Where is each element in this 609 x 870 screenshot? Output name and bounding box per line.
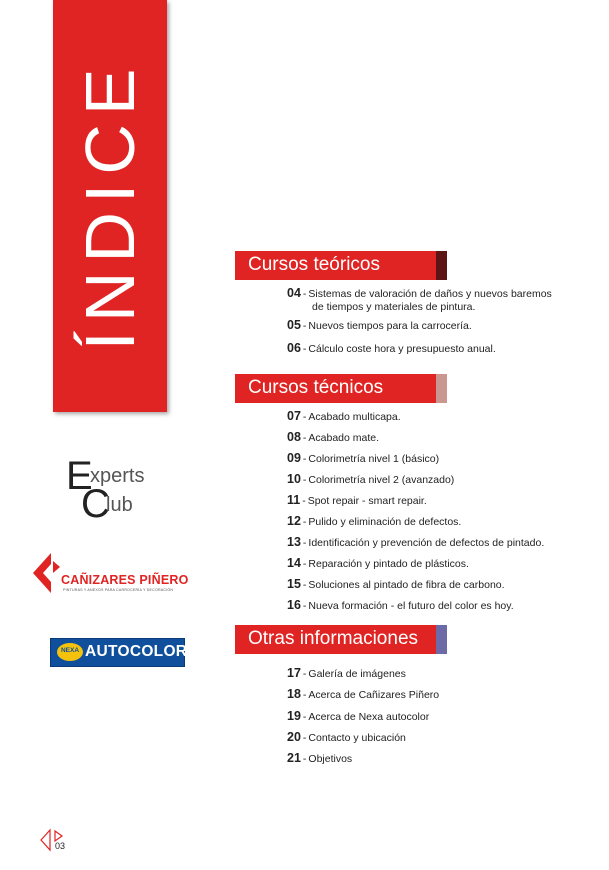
toc-item[interactable]: 07 - Acabado multicapa. <box>287 409 401 423</box>
toc-item[interactable]: 10 - Colorimetría nivel 2 (avanzado) <box>287 472 455 486</box>
section-color-tab <box>436 374 447 403</box>
toc-item-number: 18 <box>287 687 301 701</box>
toc-item-text: Sistemas de valoración de daños y nuevos baremos <box>308 288 552 300</box>
nexa-autocolor-logo <box>50 638 188 667</box>
toc-item-number: 13 <box>287 535 301 549</box>
toc-item[interactable]: 11 - Spot repair - smart repair. <box>287 493 427 507</box>
toc-item-text: Acabado mate. <box>308 432 380 444</box>
toc-item-number: 05 <box>287 318 301 332</box>
experts-club-logo-line2: lub <box>106 494 133 516</box>
page-number <box>40 827 80 853</box>
toc-item-text: Objetivos <box>308 753 353 765</box>
toc-item-number: 04 <box>287 286 301 300</box>
toc-item[interactable]: 08 - Acabado mate. <box>287 430 380 444</box>
section-heading-label: Cursos teóricos <box>248 254 380 275</box>
toc-item-number: 06 <box>287 341 301 355</box>
toc-item-text: Cálculo coste hora y presupuesto anual. <box>308 343 496 355</box>
toc-item[interactable]: 04 - Sistemas de valoración de daños y nuevos baremos de tiempos y materiales de pintura. <box>287 286 552 313</box>
toc-item-text: Pulido y eliminación de defectos. <box>308 516 462 528</box>
toc-item[interactable]: 12 - Pulido y eliminación de defectos. <box>287 514 462 528</box>
experts-club-logo-e: E <box>66 454 93 498</box>
toc-item[interactable]: 20 - Contacto y ubicación <box>287 730 406 744</box>
toc-item[interactable]: 13 - Identificación y prevención de defectos de pintado. <box>287 535 545 549</box>
nexa-badge-icon <box>57 643 83 661</box>
toc-item-number: 09 <box>287 451 301 465</box>
toc-item-text: Nuevos tiempos para la carrocería. <box>308 320 472 332</box>
toc-item-text: Nueva formación - el futuro del color es hoy. <box>308 600 514 612</box>
section-heading-cursos-teoricos <box>235 251 447 280</box>
toc-item-text: Colorimetría nivel 1 (básico) <box>308 453 440 465</box>
toc-item-text: Contacto y ubicación <box>308 732 406 744</box>
toc-item[interactable]: 16 - Nueva formación - el futuro del color es hoy. <box>287 598 514 612</box>
toc-item[interactable]: 21 - Objetivos <box>287 751 353 765</box>
experts-club-logo <box>66 454 166 526</box>
toc-item-number: 20 <box>287 730 301 744</box>
toc-item[interactable]: 17 - Galería de imágenes <box>287 666 406 680</box>
toc-item[interactable]: 15 - Soluciones al pintado de fibra de carbono. <box>287 577 505 591</box>
toc-item-number: 14 <box>287 556 301 570</box>
canizares-pinero-tagline: PINTURAS Y ANEXOS PARA CARROCERÍA Y DECORACIÓN <box>63 588 174 592</box>
toc-item-text: Reparación y pintado de plásticos. <box>308 558 469 570</box>
toc-item-text: Identificación y prevención de defectos de pintado. <box>308 537 545 549</box>
canizares-pinero-logo <box>33 553 193 593</box>
toc-item-number: 12 <box>287 514 301 528</box>
nexa-autocolor-wordmark: AUTOCOLOR <box>85 643 188 660</box>
toc-item-number: 21 <box>287 751 301 765</box>
nexa-badge-text: NEXA <box>60 647 80 654</box>
section-heading-cursos-tecnicos <box>235 374 447 403</box>
section-heading-label: Otras informaciones <box>248 628 419 649</box>
section-color-tab <box>436 251 447 280</box>
toc-item-number: 07 <box>287 409 301 423</box>
toc-item-number: 17 <box>287 666 301 680</box>
section-heading-label: Cursos técnicos <box>248 377 384 398</box>
canizares-pinero-name: CAÑIZARES PIÑERO <box>61 573 189 587</box>
experts-club-logo-line1: xperts <box>90 465 145 487</box>
toc-item-number: 11 <box>287 493 301 507</box>
toc-item-text: Acerca de Cañizares Piñero <box>308 689 440 701</box>
toc-item-number: 16 <box>287 598 301 612</box>
toc-item-text-continued: de tiempos y materiales de pintura. <box>312 301 476 313</box>
experts-club-logo-c: C <box>81 482 110 526</box>
toc-item-number: 08 <box>287 430 301 444</box>
toc-item-text: Spot repair - smart repair. <box>307 495 427 507</box>
toc-item[interactable]: 05 - Nuevos tiempos para la carrocería. <box>287 318 472 332</box>
toc-item[interactable]: 18 - Acerca de Cañizares Piñero <box>287 687 440 701</box>
toc-item-text: Soluciones al pintado de fibra de carbono. <box>308 579 505 591</box>
toc-item-number: 10 <box>287 472 301 486</box>
page-number-text: 03 <box>55 841 66 851</box>
section-heading-otras-informaciones <box>235 625 447 654</box>
toc-item-text: Acabado multicapa. <box>308 411 401 423</box>
page-title: ÍNDICE <box>71 59 149 351</box>
toc-item-text: Galería de imágenes <box>308 668 406 680</box>
toc-item-number: 15 <box>287 577 301 591</box>
toc-item[interactable]: 19 - Acerca de Nexa autocolor <box>287 709 430 723</box>
toc-item-text: Acerca de Nexa autocolor <box>308 711 430 723</box>
toc-item-number: 19 <box>287 709 301 723</box>
toc-item[interactable]: 09 - Colorimetría nivel 1 (básico) <box>287 451 440 465</box>
toc-item[interactable]: 06 - Cálculo coste hora y presupuesto anual. <box>287 341 496 355</box>
toc-item-text: Colorimetría nivel 2 (avanzado) <box>308 474 455 486</box>
toc-item[interactable]: 14 - Reparación y pintado de plásticos. <box>287 556 469 570</box>
section-color-tab <box>436 625 447 654</box>
title-band <box>53 0 167 412</box>
